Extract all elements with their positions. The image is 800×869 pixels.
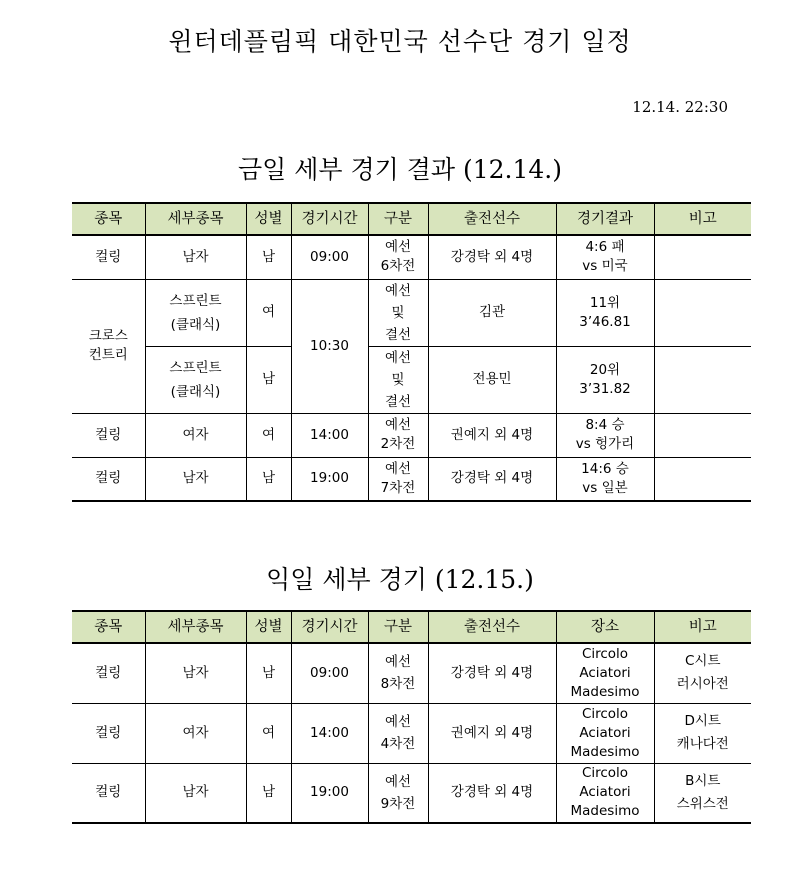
column-header: 구분 xyxy=(368,611,428,643)
event-cell: 남자 xyxy=(145,235,246,279)
column-header: 세부종목 xyxy=(145,611,246,643)
column-header: 장소 xyxy=(556,611,654,643)
athlete-cell: 강경탁 외 4명 xyxy=(428,235,556,279)
table-header-row xyxy=(72,203,751,235)
round-cell: 예선 및 결선 xyxy=(368,346,428,413)
note-cell: B시트 스위스전 xyxy=(654,763,751,823)
note-cell: C시트 러시아전 xyxy=(654,643,751,703)
athlete-cell: 권예지 외 4명 xyxy=(428,413,556,457)
gender-cell: 남 xyxy=(246,457,291,501)
column-header: 비고 xyxy=(654,203,751,235)
sport-cell: 크로스 컨트리 xyxy=(72,279,145,413)
tomorrow-schedule-title: 익일 세부 경기 (12.15.) xyxy=(266,565,534,594)
event-cell: 남자 xyxy=(145,457,246,501)
sport-cell: 컬링 xyxy=(72,763,145,823)
time-cell: 09:00 xyxy=(291,643,368,703)
column-header: 성별 xyxy=(246,611,291,643)
time-cell: 09:00 xyxy=(291,235,368,279)
sport-cell: 컬링 xyxy=(72,413,145,457)
today-results-title: 금일 세부 경기 결과 (12.14.) xyxy=(237,155,562,184)
column-header: 성별 xyxy=(246,203,291,235)
note-cell xyxy=(654,457,751,501)
table-row xyxy=(72,763,751,823)
gender-cell: 남 xyxy=(246,643,291,703)
result-cell: 4:6 패 vs 미국 xyxy=(556,235,654,279)
gender-cell: 남 xyxy=(246,235,291,279)
column-header: 경기시간 xyxy=(291,611,368,643)
table-row xyxy=(72,235,751,279)
table-row xyxy=(72,643,751,703)
time-cell: 19:00 xyxy=(291,457,368,501)
sport-cell: 컬링 xyxy=(72,643,145,703)
column-header: 세부종목 xyxy=(145,203,246,235)
table-row xyxy=(72,346,751,413)
table-row xyxy=(72,457,751,501)
athlete-cell: 전용민 xyxy=(428,346,556,413)
time-cell: 19:00 xyxy=(291,763,368,823)
table-header-row xyxy=(72,611,751,643)
athlete-cell: 강경탁 외 4명 xyxy=(428,643,556,703)
column-header: 종목 xyxy=(72,611,145,643)
event-cell: 남자 xyxy=(145,643,246,703)
sport-cell: 컬링 xyxy=(72,457,145,501)
gender-cell: 여 xyxy=(246,279,291,346)
column-header: 경기결과 xyxy=(556,203,654,235)
result-cell: 20위 3’31.82 xyxy=(556,346,654,413)
sport-cell: 컬링 xyxy=(72,703,145,763)
athlete-cell: 김관 xyxy=(428,279,556,346)
round-cell: 예선 8차전 xyxy=(368,643,428,703)
gender-cell: 남 xyxy=(246,346,291,413)
event-cell: 여자 xyxy=(145,703,246,763)
athlete-cell: 권예지 외 4명 xyxy=(428,703,556,763)
tomorrow-schedule-table xyxy=(72,610,751,824)
round-cell: 예선 6차전 xyxy=(368,235,428,279)
round-cell: 예선 9차전 xyxy=(368,763,428,823)
gender-cell: 남 xyxy=(246,763,291,823)
note-cell xyxy=(654,235,751,279)
result-cell: 8:4 승 vs 헝가리 xyxy=(556,413,654,457)
time-cell: 10:30 xyxy=(291,279,368,413)
page-title: 윈터데플림픽 대한민국 선수단 경기 일정 xyxy=(168,27,632,56)
column-header: 비고 xyxy=(654,611,751,643)
column-header: 구분 xyxy=(368,203,428,235)
table-row xyxy=(72,279,751,346)
note-cell xyxy=(654,413,751,457)
round-cell: 예선 4차전 xyxy=(368,703,428,763)
result-cell: 11위 3’46.81 xyxy=(556,279,654,346)
venue-cell: Circolo Aciatori Madesimo xyxy=(556,763,654,823)
event-cell: 남자 xyxy=(145,763,246,823)
note-cell xyxy=(654,346,751,413)
venue-cell: Circolo Aciatori Madesimo xyxy=(556,703,654,763)
column-header: 출전선수 xyxy=(428,203,556,235)
event-cell: 스프린트 (클래식) xyxy=(145,346,246,413)
note-cell: D시트 캐나다전 xyxy=(654,703,751,763)
athlete-cell: 강경탁 외 4명 xyxy=(428,457,556,501)
time-cell: 14:00 xyxy=(291,413,368,457)
update-timestamp: 12.14. 22:30 xyxy=(632,98,728,116)
table-row xyxy=(72,703,751,763)
sport-cell: 컬링 xyxy=(72,235,145,279)
note-cell xyxy=(654,279,751,346)
time-cell: 14:00 xyxy=(291,703,368,763)
event-cell: 스프린트 (클래식) xyxy=(145,279,246,346)
column-header: 경기시간 xyxy=(291,203,368,235)
column-header: 종목 xyxy=(72,203,145,235)
venue-cell: Circolo Aciatori Madesimo xyxy=(556,643,654,703)
round-cell: 예선 7차전 xyxy=(368,457,428,501)
table-row xyxy=(72,413,751,457)
round-cell: 예선 및 결선 xyxy=(368,279,428,346)
athlete-cell: 강경탁 외 4명 xyxy=(428,763,556,823)
gender-cell: 여 xyxy=(246,703,291,763)
column-header: 출전선수 xyxy=(428,611,556,643)
round-cell: 예선 2차전 xyxy=(368,413,428,457)
event-cell: 여자 xyxy=(145,413,246,457)
gender-cell: 여 xyxy=(246,413,291,457)
today-results-table xyxy=(72,202,751,502)
result-cell: 14:6 승 vs 일본 xyxy=(556,457,654,501)
